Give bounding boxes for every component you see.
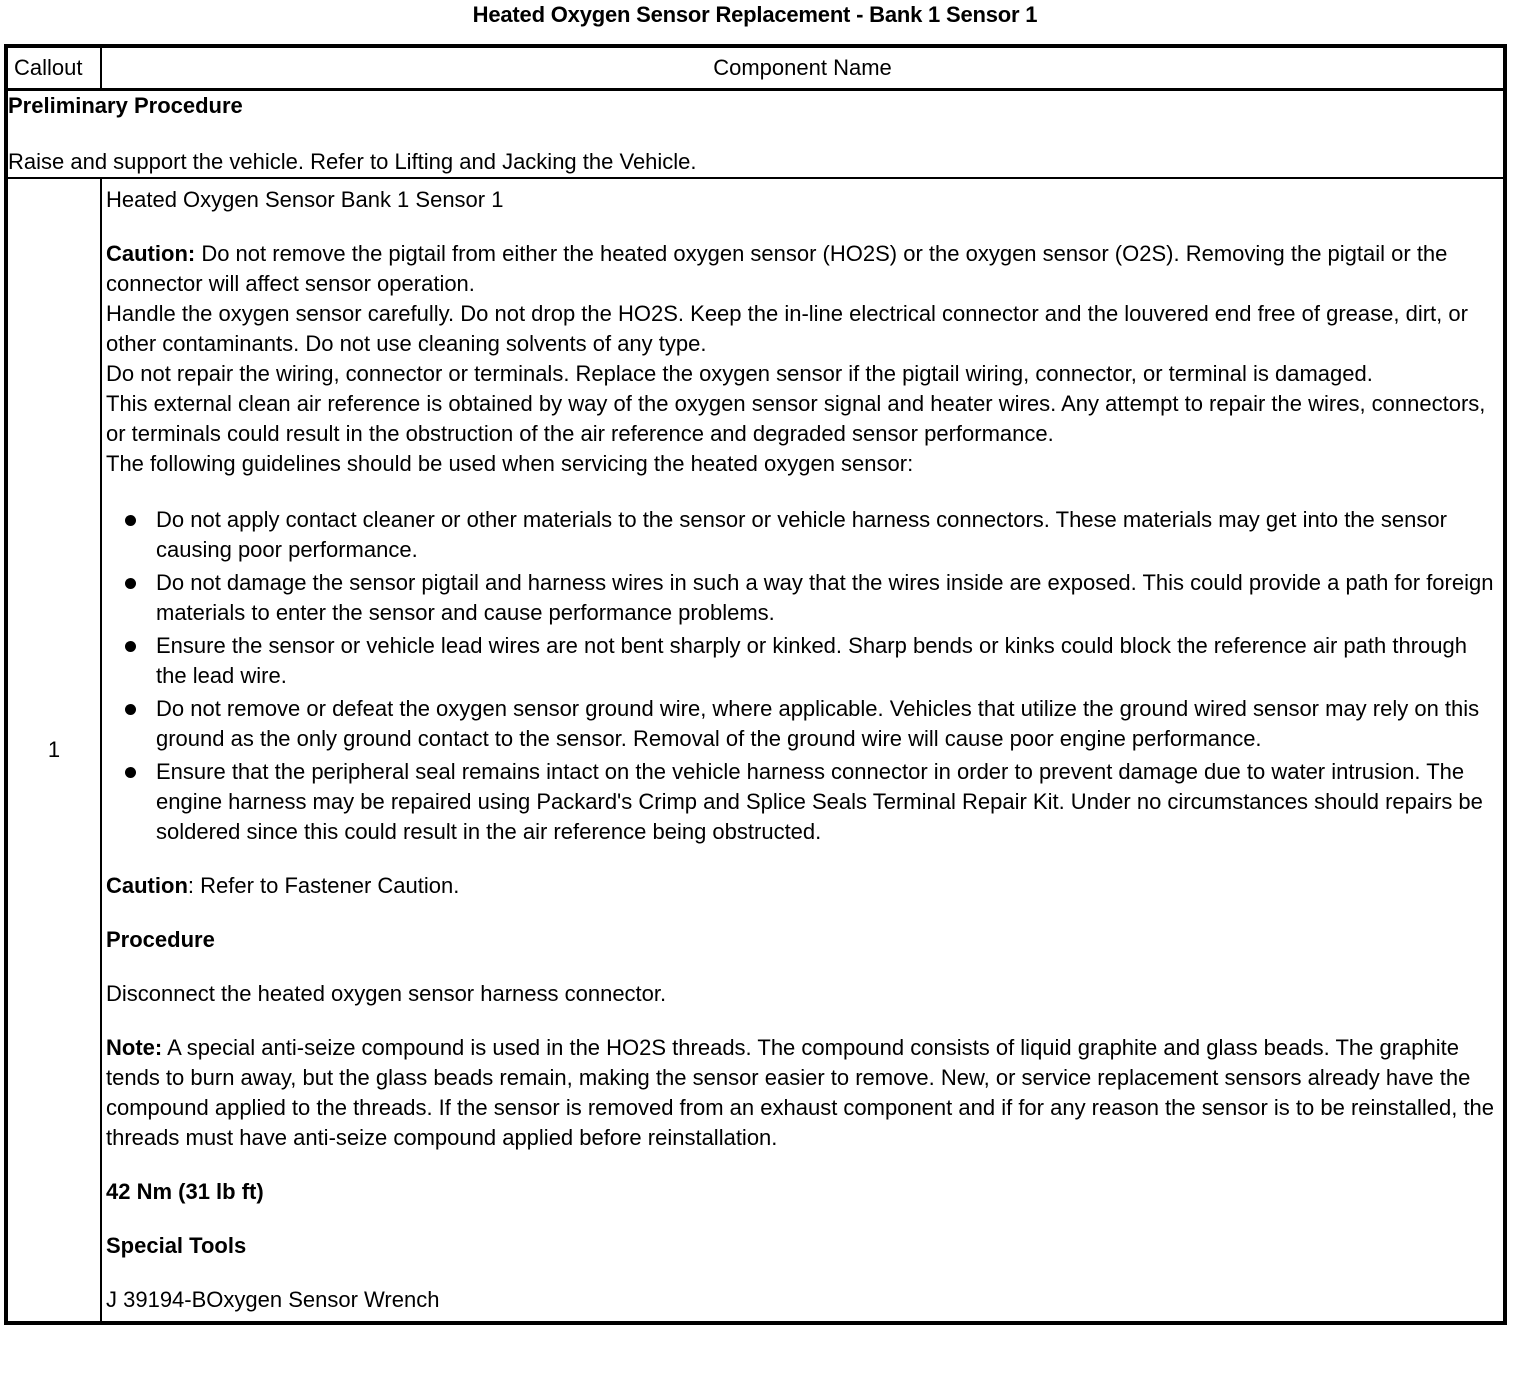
document-title: Heated Oxygen Sensor Replacement - Bank 1 Sensor 1 (472, 2, 1038, 27)
preliminary-text: Raise and support the vehicle. Refer to Lifting and Jacking the Vehicle. (8, 149, 697, 174)
table-header-row (6, 46, 1505, 90)
guidelines-list (106, 505, 1501, 847)
bullet-dot-icon (125, 767, 136, 778)
procedure-text: Disconnect the heated oxygen sensor harness connector. (106, 981, 667, 1006)
header-callout: Callout (6, 46, 101, 90)
component-name: Heated Oxygen Sensor Bank 1 Sensor 1 (106, 187, 504, 212)
guideline-text: Do not remove or defeat the oxygen sensor ground wire, where applicable. Vehicles that utilize the ground wired sensor may rely on this ground as the only ground contact to the sensor. Removal of the ground wire will cause poor engine performance. (156, 696, 1480, 751)
caution-text: Do not remove the pigtail from either the heated oxygen sensor (HO2S) or the oxygen sensor (O2S). Removing the pigtail or the connector will affect sensor operation. (106, 241, 1448, 296)
note-text: A special anti-seize compound is used in the HO2S threads. The compound consists of liquid graphite and glass beads. The graphite tends to burn away, but the glass beads remain, making the sensor easier to remove. New, or service replacement sensors already have the compound applied to the threads. If the sensor is removed from an exhaust component and if for any reason the sensor is to be reinstalled, the threads must have anti-seize compound applied before reinstallation. (106, 1035, 1495, 1150)
caution-label: Caution (106, 873, 188, 898)
caution-repair-text: Do not repair the wiring, connector or terminals. Replace the oxygen sensor if the pigtail wiring, connector, or terminal is damaged. (106, 361, 1373, 386)
list-item (106, 505, 1501, 565)
fastener-caution (106, 871, 1501, 901)
guideline-text: Ensure the sensor or vehicle lead wires are not bent sharply or kinked. Sharp bends or kinks could block the reference air path through the lead wire. (156, 633, 1467, 688)
bullet-dot-icon (125, 578, 136, 589)
procedure-heading: Procedure (106, 927, 215, 952)
guideline-text: Ensure that the peripheral seal remains intact on the vehicle harness connector in order to prevent damage due to water intrusion. The engine harness may be repaired using Packard's Crimp and Splice Seals Terminal Repair Kit. Under no circumstances should repairs be soldered since this could result in the air reference being obstructed. (156, 759, 1483, 844)
bullet-dot-icon (125, 641, 136, 652)
list-item (106, 694, 1501, 754)
caution-air-reference-text: This external clean air reference is obtained by way of the oxygen sensor signal and heater wires. Any attempt to repair the wires, connectors, or terminals could result in the obstruction of the air reference and degraded sensor performance. (106, 391, 1486, 446)
bullet-dot-icon (125, 515, 136, 526)
guideline-text: Do not apply contact cleaner or other materials to the sensor or vehicle harness connectors. These materials may get into the sensor causing poor performance. (156, 507, 1447, 562)
caution-guidelines-intro: The following guidelines should be used when servicing the heated oxygen sensor: (106, 451, 914, 476)
preliminary-row (6, 90, 1505, 179)
caution-label: Caution: (106, 241, 196, 266)
note-paragraph (106, 1033, 1501, 1153)
torque-spec: 42 Nm (31 lb ft) (106, 1179, 264, 1204)
preliminary-cell (6, 90, 1505, 179)
list-item (106, 631, 1501, 691)
caution-paragraph (106, 239, 1501, 299)
component-cell (101, 178, 1505, 1323)
procedure-table (4, 44, 1507, 1325)
special-tool-item: J 39194-BOxygen Sensor Wrench (106, 1287, 440, 1312)
special-tools-heading: Special Tools (106, 1233, 247, 1258)
bullet-dot-icon (125, 704, 136, 715)
preliminary-heading: Preliminary Procedure (8, 93, 243, 118)
table-row (6, 178, 1505, 1323)
fastener-caution-text: : Refer to Fastener Caution. (187, 873, 460, 898)
list-item (106, 757, 1501, 847)
guideline-text: Do not damage the sensor pigtail and harness wires in such a way that the wires inside are exposed. This could provide a path for foreign materials to enter the sensor and cause performance problems. (156, 570, 1494, 625)
caution-handling-text: Handle the oxygen sensor carefully. Do not drop the HO2S. Keep the in-line electrical connector and the louvered end free of grease, dirt, or other contaminants. Do not use cleaning solvents of any type. (106, 301, 1468, 356)
note-label: Note: (106, 1035, 163, 1060)
callout-number: 1 (6, 178, 101, 1323)
header-component-name: Component Name (101, 46, 1505, 90)
list-item (106, 568, 1501, 628)
